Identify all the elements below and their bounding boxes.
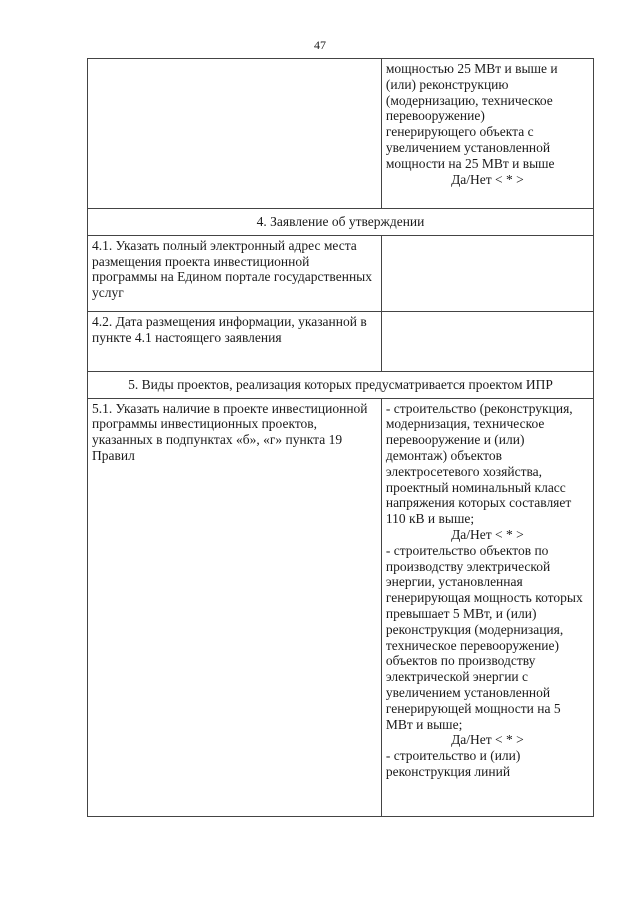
table-row: [88, 398, 594, 816]
continuation-line: увеличением установленной: [385, 139, 551, 155]
document-table: [87, 58, 594, 817]
project-option: - строительство (реконструкция, модернизация, техническое перевооружение и (или) демонтаж) объектов электросетевого хозяйства, проектный номинальный класс напряжения которых составляет 110 кВ и выше;: [385, 400, 573, 527]
table-row: [88, 311, 594, 371]
continuation-line: (модернизацию, техническое: [385, 92, 553, 108]
yes-no-option: Да/Нет < * >: [451, 526, 524, 542]
continuation-left-cell: [88, 59, 382, 209]
project-option: - строительство объектов по производству электрической энергии, установленная генерирующая мощность которых превышает 5 МВт, и (или) реконструкция (модернизация, техническое перевооружение) объектов по производству электрической энергии с увеличением установленной генерирующей мощности на 5 МВт и выше;: [385, 542, 583, 732]
table-row-continuation: [88, 59, 594, 209]
section-5-title: 5. Виды проектов, реализация которых предусматривается проектом ИПР: [88, 371, 594, 398]
continuation-line: мощностью 25 МВт и выше и: [385, 61, 558, 76]
item-4-2-value: [381, 311, 593, 371]
item-4-2-label: 4.2. Дата размещения информации, указанной в пункте 4.1 настоящего заявления: [88, 311, 382, 371]
continuation-line: перевооружение): [385, 108, 485, 124]
continuation-line: генерирующего объекта с: [385, 124, 534, 140]
item-4-1-label: 4.1. Указать полный электронный адрес места размещения проекта инвестиционной программы на Едином портале государственных услуг: [88, 235, 382, 311]
yes-no-option: Да/Нет < * >: [451, 171, 524, 187]
item-5-1-label: 5.1. Указать наличие в проекте инвестиционной программы инвестиционных проектов, указанных в подпунктах «б», «г» пункта 19 Правил: [88, 398, 382, 816]
continuation-line: (или) реконструкцию: [385, 76, 509, 92]
section-4-title: 4. Заявление об утверждении: [88, 209, 594, 236]
continuation-line: мощности на 25 МВт и выше: [385, 155, 555, 171]
yes-no-option: Да/Нет < * >: [451, 732, 524, 748]
table-row: [88, 235, 594, 311]
continuation-right-cell: [381, 59, 593, 209]
section-heading-row: [88, 371, 594, 398]
item-4-1-value: [381, 235, 593, 311]
page-number: 47: [314, 38, 326, 52]
item-5-1-value: [381, 398, 593, 816]
section-heading-row: [88, 209, 594, 236]
project-option: - строительство и (или) реконструкция линий: [385, 748, 521, 779]
